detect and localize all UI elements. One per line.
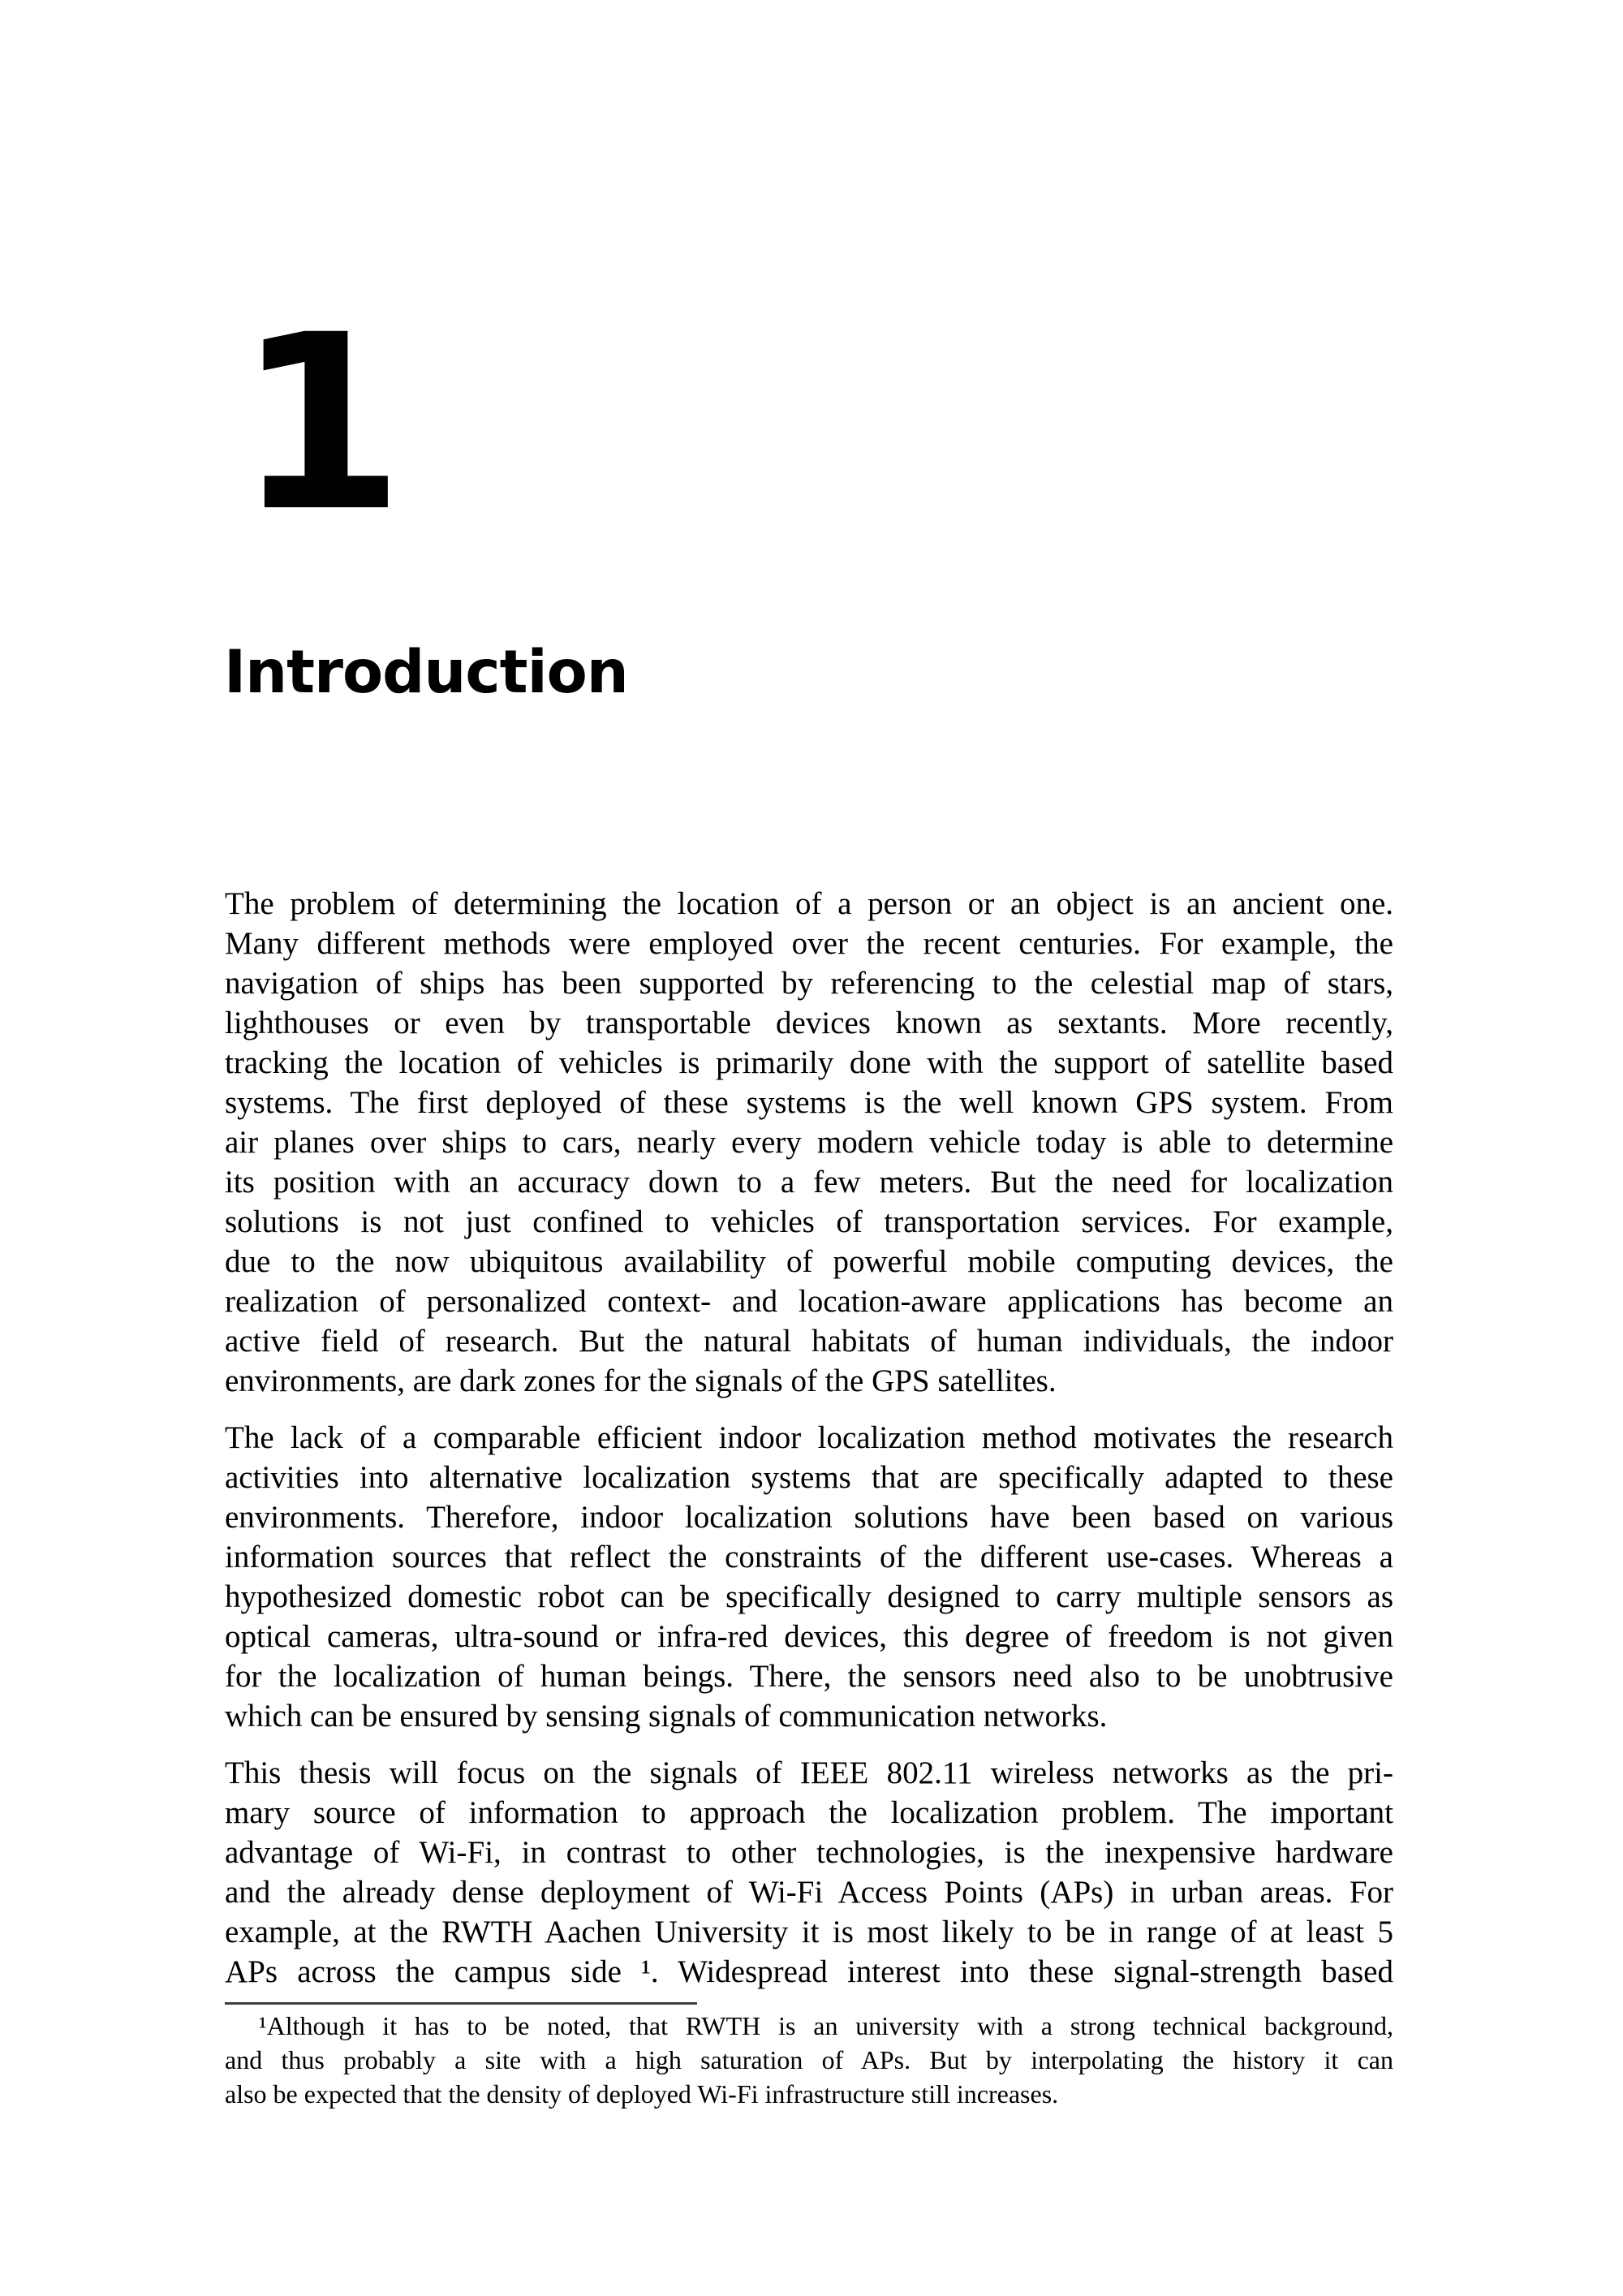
text-line: systems. The first deployed of these systems is the well known GPS system. From	[225, 1085, 1393, 1120]
text-line: Many different methods were employed over the recent centuries. For example, the	[225, 926, 1393, 961]
text-line: The problem of determining the location of a person or an object is an ancient one.	[225, 886, 1393, 921]
chapter-title: Introduction	[224, 638, 628, 707]
text-line: which can be ensured by sensing signals of communication networks.	[225, 1699, 1108, 1734]
text-line: tracking the location of vehicles is primarily done with the support of satellite based	[225, 1045, 1393, 1080]
paragraph-1	[225, 884, 1393, 1401]
text-line: environments. Therefore, indoor localization solutions have been based on various	[225, 1500, 1393, 1535]
text-line: realization of personalized context- and location-aware applications has become an	[225, 1284, 1393, 1319]
text-line: active field of research. But the natural habitats of human individuals, the indoor	[225, 1324, 1393, 1359]
text-line: due to the now ubiquitous availability of powerful mobile computing devices, the	[225, 1244, 1393, 1279]
text-line: and the already dense deployment of Wi-Fi Access Points (APs) in urban areas. For	[225, 1875, 1393, 1910]
text-line: environments, are dark zones for the signals of the GPS satellites.	[225, 1363, 1057, 1398]
text-line: activities into alternative localization systems that are specifically adapted to these	[225, 1460, 1393, 1495]
text-line: for the localization of human beings. There, the sensors need also to be unobtrusive	[225, 1659, 1393, 1694]
text-line: navigation of ships has been supported by referencing to the celestial map of stars,	[225, 966, 1393, 1001]
text-line: solutions is not just confined to vehicles of transportation services. For example,	[225, 1204, 1393, 1239]
text-line: This thesis will focus on the signals of IEEE 802.11 wireless networks as the pri-	[225, 1755, 1393, 1790]
text-line: optical cameras, ultra-sound or infra-red devices, this degree of freedom is not given	[225, 1619, 1393, 1654]
text-line: air planes over ships to cars, nearly every modern vehicle today is able to determine	[225, 1125, 1393, 1160]
body-text	[225, 884, 1393, 1992]
chapter-number: 1	[236, 283, 405, 565]
footnote	[225, 2009, 1393, 2111]
text-line: ¹Although it has to be noted, that RWTH is an university with a strong technical background,	[259, 2011, 1393, 2040]
text-line: example, at the RWTH Aachen University it is most likely to be in range of at least 5	[225, 1915, 1393, 1949]
paragraph-3	[225, 1753, 1393, 1992]
text-line: lighthouses or even by transportable devices known as sextants. More recently,	[225, 1006, 1393, 1040]
text-line: its position with an accuracy down to a few meters. But the need for localization	[225, 1165, 1393, 1200]
text-line: information sources that reflect the constraints of the different use-cases. Whereas a	[225, 1540, 1393, 1574]
text-line: and thus probably a site with a high saturation of APs. But by interpolating the history it can	[225, 2045, 1393, 2074]
text-line: advantage of Wi-Fi, in contrast to other technologies, is the inexpensive hardware	[225, 1835, 1393, 1870]
paragraph-2	[225, 1418, 1393, 1736]
text-line: The lack of a comparable efficient indoor localization method motivates the research	[225, 1420, 1393, 1455]
text-line: APs across the campus side ¹. Widespread interest into these signal-strength based	[225, 1954, 1393, 1989]
footnote-rule	[225, 2002, 697, 2005]
text-line: hypothesized domestic robot can be specifically designed to carry multiple sensors as	[225, 1579, 1393, 1614]
text-line: mary source of information to approach the localization problem. The important	[225, 1795, 1393, 1830]
text-line: also be expected that the density of deployed Wi-Fi infrastructure still increases.	[225, 2079, 1059, 2109]
